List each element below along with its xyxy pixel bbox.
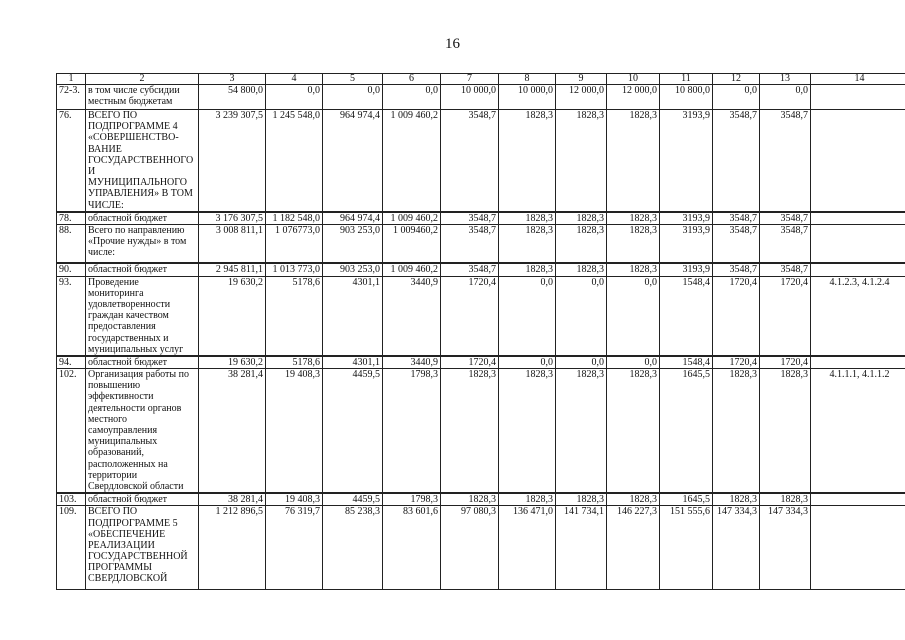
- page-number: 16: [445, 36, 460, 52]
- value-cell: 10 000,0: [441, 85, 499, 110]
- table-row: [57, 110, 905, 212]
- value-cell: 0,0: [607, 356, 660, 369]
- table-row: [57, 369, 905, 494]
- value-cell: 54 800,0: [199, 85, 266, 110]
- value-cell: 3548,7: [713, 110, 760, 212]
- row-name-cell: ВСЕГО ПО ПОДПРОГРАММЕ 4 «СОВЕРШЕНСТВО-ВАНИЕ ГОСУДАРСТВЕННОГО И МУНИЦИПАЛЬНОГО УПРАВЛЕНИЯ» В ТОМ ЧИСЛЕ:: [86, 110, 199, 212]
- value-cell: 3548,7: [441, 263, 499, 276]
- value-cell: 1828,3: [607, 369, 660, 494]
- column-number-row: [57, 74, 905, 85]
- value-cell: 3548,7: [713, 212, 760, 225]
- row-number-cell: 72-3.: [57, 85, 86, 110]
- target-code-cell: [811, 224, 905, 263]
- value-cell: 1 009 460,2: [383, 212, 441, 225]
- row-number-cell: 102.: [57, 369, 86, 494]
- value-cell: 0,0: [499, 276, 556, 356]
- column-header: 6: [383, 74, 441, 85]
- value-cell: 1828,3: [499, 110, 556, 212]
- value-cell: 903 253,0: [323, 224, 383, 263]
- value-cell: 1645,5: [660, 493, 713, 506]
- target-code-cell: 4.1.2.3, 4.1.2.4: [811, 276, 905, 356]
- value-cell: 3 008 811,1: [199, 224, 266, 263]
- value-cell: 146 227,3: [607, 506, 660, 590]
- value-cell: 1828,3: [607, 110, 660, 212]
- value-cell: 1 009 460,2: [383, 263, 441, 276]
- value-cell: 3548,7: [760, 110, 811, 212]
- value-cell: 3548,7: [441, 212, 499, 225]
- value-cell: 12 000,0: [607, 85, 660, 110]
- value-cell: 3548,7: [760, 224, 811, 263]
- value-cell: 1828,3: [607, 224, 660, 263]
- value-cell: 10 000,0: [499, 85, 556, 110]
- value-cell: 19 408,3: [266, 369, 323, 494]
- value-cell: 0,0: [499, 356, 556, 369]
- value-cell: 0,0: [323, 85, 383, 110]
- table-row: [57, 85, 905, 110]
- value-cell: 0,0: [607, 276, 660, 356]
- row-number-cell: 93.: [57, 276, 86, 356]
- value-cell: 1548,4: [660, 276, 713, 356]
- value-cell: 1828,3: [607, 263, 660, 276]
- value-cell: 3440,9: [383, 356, 441, 369]
- value-cell: 1 009 460,2: [383, 110, 441, 212]
- value-cell: 83 601,6: [383, 506, 441, 590]
- value-cell: 3193,9: [660, 263, 713, 276]
- value-cell: 19 408,3: [266, 493, 323, 506]
- budget-table: [56, 73, 905, 590]
- row-number-cell: 76.: [57, 110, 86, 212]
- value-cell: 76 319,7: [266, 506, 323, 590]
- table-row: [57, 276, 905, 356]
- value-cell: 3193,9: [660, 224, 713, 263]
- target-code-cell: 4.1.1.1, 4.1.1.2: [811, 369, 905, 494]
- value-cell: 19 630,2: [199, 356, 266, 369]
- value-cell: 4459,5: [323, 369, 383, 494]
- value-cell: 3548,7: [713, 263, 760, 276]
- column-header: 3: [199, 74, 266, 85]
- value-cell: 1828,3: [499, 212, 556, 225]
- value-cell: 1828,3: [556, 369, 607, 494]
- target-code-cell: [811, 85, 905, 110]
- value-cell: 1720,4: [760, 276, 811, 356]
- value-cell: 1548,4: [660, 356, 713, 369]
- value-cell: 5178,6: [266, 276, 323, 356]
- value-cell: 4459,5: [323, 493, 383, 506]
- value-cell: 151 555,6: [660, 506, 713, 590]
- row-name-cell: Всего по направлению «Прочие нужды» в том числе:: [86, 224, 199, 263]
- value-cell: 1720,4: [713, 276, 760, 356]
- value-cell: 903 253,0: [323, 263, 383, 276]
- column-header: 9: [556, 74, 607, 85]
- value-cell: 1828,3: [607, 493, 660, 506]
- row-number-cell: 88.: [57, 224, 86, 263]
- value-cell: 1720,4: [760, 356, 811, 369]
- value-cell: 1645,5: [660, 369, 713, 494]
- value-cell: 97 080,3: [441, 506, 499, 590]
- value-cell: 3548,7: [760, 212, 811, 225]
- value-cell: 0,0: [383, 85, 441, 110]
- value-cell: 1 076773,0: [266, 224, 323, 263]
- table-row: [57, 212, 905, 225]
- value-cell: 3440,9: [383, 276, 441, 356]
- value-cell: 1828,3: [713, 493, 760, 506]
- value-cell: 12 000,0: [556, 85, 607, 110]
- target-code-cell: [811, 356, 905, 369]
- value-cell: 964 974,4: [323, 110, 383, 212]
- row-number-cell: 109.: [57, 506, 86, 590]
- value-cell: 0,0: [556, 356, 607, 369]
- row-number-cell: 78.: [57, 212, 86, 225]
- column-header: 14: [811, 74, 905, 85]
- target-code-cell: [811, 506, 905, 590]
- table-row: [57, 493, 905, 506]
- value-cell: 147 334,3: [713, 506, 760, 590]
- value-cell: 19 630,2: [199, 276, 266, 356]
- value-cell: 0,0: [266, 85, 323, 110]
- value-cell: 1828,3: [556, 212, 607, 225]
- value-cell: 0,0: [556, 276, 607, 356]
- table-row: [57, 506, 905, 590]
- target-code-cell: [811, 110, 905, 212]
- column-header: 2: [86, 74, 199, 85]
- target-code-cell: [811, 212, 905, 225]
- value-cell: 4301,1: [323, 276, 383, 356]
- table-row: [57, 224, 905, 263]
- row-name-cell: областной бюджет: [86, 212, 199, 225]
- value-cell: 1 245 548,0: [266, 110, 323, 212]
- column-header: 1: [57, 74, 86, 85]
- target-code-cell: [811, 263, 905, 276]
- value-cell: 3193,9: [660, 110, 713, 212]
- value-cell: 1828,3: [607, 212, 660, 225]
- value-cell: 38 281,4: [199, 369, 266, 494]
- value-cell: 1828,3: [441, 493, 499, 506]
- value-cell: 964 974,4: [323, 212, 383, 225]
- column-header: 10: [607, 74, 660, 85]
- value-cell: 3 176 307,5: [199, 212, 266, 225]
- row-number-cell: 94.: [57, 356, 86, 369]
- value-cell: 1828,3: [556, 263, 607, 276]
- column-header: 4: [266, 74, 323, 85]
- value-cell: 3548,7: [760, 263, 811, 276]
- table-row: [57, 356, 905, 369]
- value-cell: 3548,7: [441, 224, 499, 263]
- value-cell: 1 009460,2: [383, 224, 441, 263]
- row-name-cell: областной бюджет: [86, 493, 199, 506]
- column-header: 12: [713, 74, 760, 85]
- value-cell: 3193,9: [660, 212, 713, 225]
- row-number-cell: 90.: [57, 263, 86, 276]
- column-header: 7: [441, 74, 499, 85]
- value-cell: 1828,3: [499, 224, 556, 263]
- value-cell: 147 334,3: [760, 506, 811, 590]
- value-cell: 38 281,4: [199, 493, 266, 506]
- value-cell: 1828,3: [556, 110, 607, 212]
- value-cell: 0,0: [760, 85, 811, 110]
- value-cell: 1828,3: [760, 369, 811, 494]
- value-cell: 3 239 307,5: [199, 110, 266, 212]
- value-cell: 141 734,1: [556, 506, 607, 590]
- value-cell: 1798,3: [383, 369, 441, 494]
- value-cell: 1828,3: [499, 263, 556, 276]
- value-cell: 1720,4: [713, 356, 760, 369]
- value-cell: 136 471,0: [499, 506, 556, 590]
- value-cell: 3548,7: [713, 224, 760, 263]
- value-cell: 1828,3: [556, 493, 607, 506]
- row-name-cell: Проведение мониторинга удовлетворенности граждан качеством предоставления государственных и муниципальных услуг: [86, 276, 199, 356]
- value-cell: 5178,6: [266, 356, 323, 369]
- value-cell: 85 238,3: [323, 506, 383, 590]
- value-cell: 1 013 773,0: [266, 263, 323, 276]
- row-name-cell: ВСЕГО ПО ПОДПРОГРАММЕ 5 «ОБЕСПЕЧЕНИЕ РЕАЛИЗАЦИИ ГОСУДАРСТВЕННОЙ ПРОГРАММЫ СВЕРДЛОВСКОЙ: [86, 506, 199, 590]
- value-cell: 4301,1: [323, 356, 383, 369]
- column-header: 8: [499, 74, 556, 85]
- value-cell: 10 800,0: [660, 85, 713, 110]
- value-cell: 1828,3: [713, 369, 760, 494]
- row-name-cell: областной бюджет: [86, 356, 199, 369]
- value-cell: 1720,4: [441, 276, 499, 356]
- column-header: 5: [323, 74, 383, 85]
- row-name-cell: в том числе субсидии местным бюджетам: [86, 85, 199, 110]
- value-cell: 1 212 896,5: [199, 506, 266, 590]
- row-name-cell: областной бюджет: [86, 263, 199, 276]
- value-cell: 3548,7: [441, 110, 499, 212]
- value-cell: 1828,3: [499, 493, 556, 506]
- value-cell: 2 945 811,1: [199, 263, 266, 276]
- row-number-cell: 103.: [57, 493, 86, 506]
- value-cell: 0,0: [713, 85, 760, 110]
- value-cell: 1828,3: [556, 224, 607, 263]
- row-name-cell: Организация работы по повышению эффективности деятельности органов местного самоуправления муниципальных образований, расположенных на территории Свердловской области: [86, 369, 199, 494]
- value-cell: 1828,3: [499, 369, 556, 494]
- table-row: [57, 263, 905, 276]
- target-code-cell: [811, 493, 905, 506]
- column-header: 11: [660, 74, 713, 85]
- value-cell: 1798,3: [383, 493, 441, 506]
- value-cell: 1720,4: [441, 356, 499, 369]
- value-cell: 1828,3: [760, 493, 811, 506]
- value-cell: 1 182 548,0: [266, 212, 323, 225]
- column-header: 13: [760, 74, 811, 85]
- value-cell: 1828,3: [441, 369, 499, 494]
